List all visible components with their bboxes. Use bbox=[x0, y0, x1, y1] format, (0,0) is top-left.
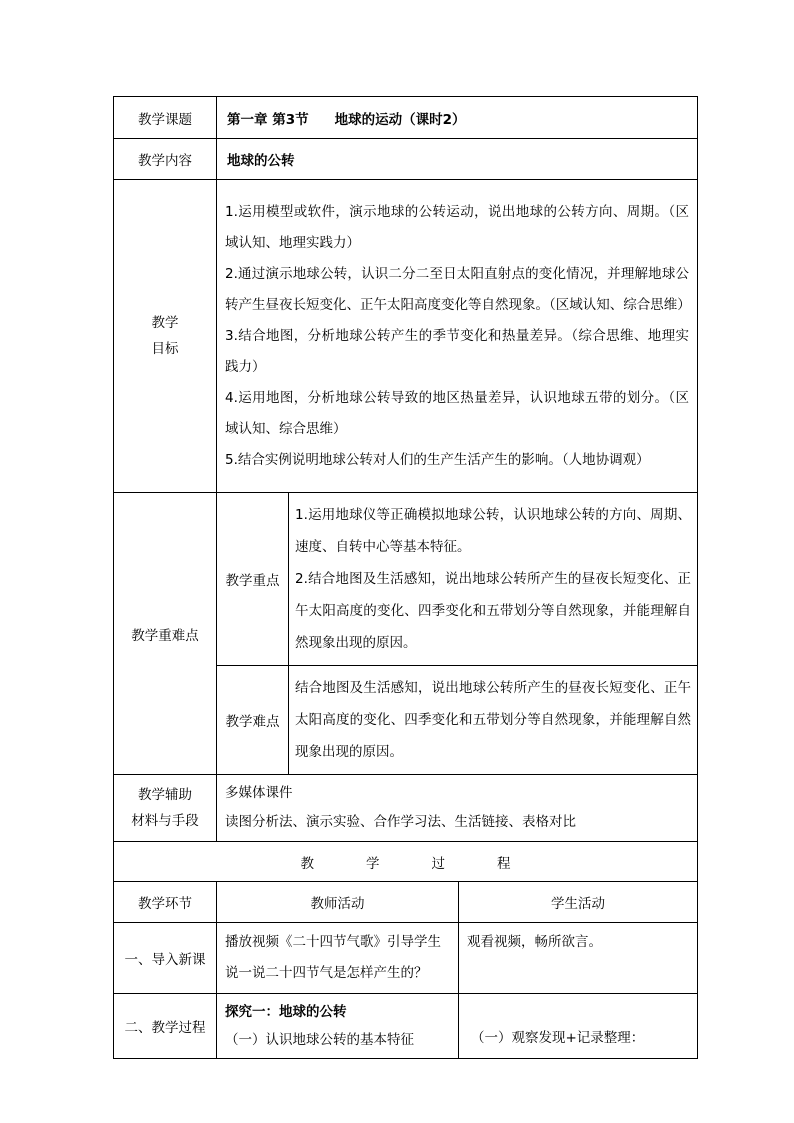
content-row bbox=[114, 139, 698, 180]
goal-item: 3.结合地图，分析地球公转产生的季节变化和热量差异。（综合思维、地理实践力） bbox=[225, 327, 690, 375]
process-title-row bbox=[114, 842, 698, 882]
goal-item: 5.结合实例说明地球公转对人们的生产生活产生的影响。（人地协调观） bbox=[225, 451, 650, 468]
focus-item: 2.结合地图及生活感知，说出地球公转所产生的昼夜长短变化、正午太阳高度的变化、四季变化和五带划分等自然现象，并能理解自然现象出现的原因。 bbox=[295, 571, 692, 651]
student-activity-cell: 观看视频，畅所欲言。 bbox=[459, 923, 698, 994]
stage-cell: 一、导入新课 bbox=[114, 923, 217, 994]
goals-label: 教学 目标 bbox=[114, 180, 217, 493]
focus-list bbox=[289, 493, 698, 666]
topic-title: 地球的运动（课时2） bbox=[334, 111, 466, 128]
keypoints-label: 教学重难点 bbox=[114, 493, 217, 775]
focus-label: 教学重点 bbox=[217, 493, 289, 666]
goal-item: 2.通过演示地球公转，认识二分二至日太阳直射点的变化情况，并理解地球公转产生昼夜长短变化、正午太阳高度变化等自然现象。（区域认知、综合思维） bbox=[225, 265, 691, 313]
process-row-intro bbox=[114, 923, 698, 994]
topic-chapter: 第一章 第3节 bbox=[227, 111, 309, 128]
process-title: 教 学 过 程 bbox=[114, 842, 698, 882]
col-student-header: 学生活动 bbox=[459, 882, 698, 923]
aids-label: 教学辅助 材料与手段 bbox=[114, 775, 217, 842]
teacher-activity-cell bbox=[217, 994, 459, 1059]
content-value: 地球的公转 bbox=[217, 139, 698, 180]
goals-row bbox=[114, 180, 698, 493]
lesson-plan-table bbox=[113, 96, 698, 1059]
teacher-activity-cell: 播放视频《二十四节气歌》引导学生说一说二十四节气是怎样产生的？ bbox=[217, 923, 459, 994]
focus-row bbox=[114, 493, 698, 666]
teacher-activity-sub: （一）认识地球公转的基本特征 bbox=[225, 1032, 414, 1048]
goal-item: 1.运用模型或软件，演示地球的公转运动，说出地球的公转方向、周期。（区域认知、地理实践力） bbox=[225, 203, 690, 251]
topic-row bbox=[114, 97, 698, 139]
col-teacher-header: 教师活动 bbox=[217, 882, 459, 923]
process-header-row bbox=[114, 882, 698, 923]
aids-value bbox=[217, 775, 698, 842]
goal-item: 4.运用地图，分析地球公转导致的地区热量差异，认识地球五带的划分。（区域认知、综合思维） bbox=[225, 389, 690, 437]
focus-item: 1.运用地球仪等正确模拟地球公转，认识地球公转的方向、周期、速度、自转中心等基本特征。 bbox=[295, 507, 692, 555]
topic-label: 教学课题 bbox=[114, 97, 217, 139]
student-activity-cell: （一）观察发现+记录整理： bbox=[459, 994, 698, 1059]
col-stage-header: 教学环节 bbox=[114, 882, 217, 923]
teacher-activity-heading: 探究一：地球的公转 bbox=[225, 1004, 347, 1020]
stage-cell: 二、教学过程 bbox=[114, 994, 217, 1059]
difficulty-label: 教学难点 bbox=[217, 666, 289, 775]
goals-list bbox=[217, 180, 698, 493]
aids-row bbox=[114, 775, 698, 842]
content-label: 教学内容 bbox=[114, 139, 217, 180]
topic-value bbox=[217, 97, 698, 139]
process-row-main bbox=[114, 994, 698, 1059]
aids-line: 读图分析法、演示实验、合作学习法、生活链接、表格对比 bbox=[225, 814, 576, 830]
aids-line: 多媒体课件 bbox=[225, 785, 293, 801]
difficulty-text: 结合地图及生活感知，说出地球公转所产生的昼夜长短变化、正午太阳高度的变化、四季变化和五带划分等自然现象，并能理解自然现象出现的原因。 bbox=[289, 666, 698, 775]
